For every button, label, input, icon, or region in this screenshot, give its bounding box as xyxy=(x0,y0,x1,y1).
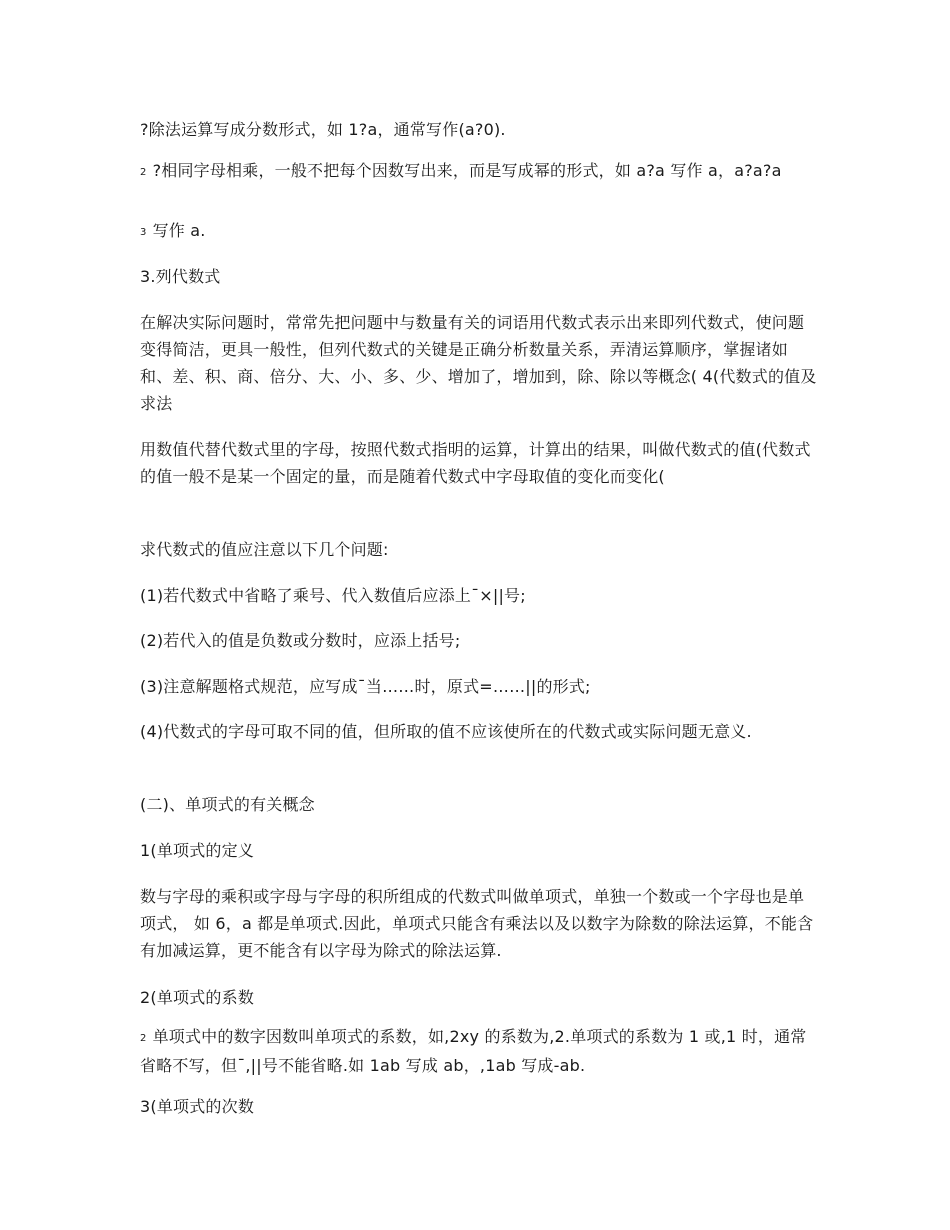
text-line xyxy=(140,536,820,563)
paragraph-text: 在解决实际问题时，常常先把问题中与数量有关的词语用代数式表示出来即列代数式，使问题变得简洁，更具一般性，但列代数式的关键是正确分析数量关系，弄清运算顺序，掌握诸如和、差、积、商、倍分、大、小、多、少、增加了，增加到，除、除以等概念( 4(代数式的值及求法 xyxy=(140,313,817,413)
text-line xyxy=(140,116,820,143)
line-text: (2)若代入的值是负数或分数时，应添上括号; xyxy=(140,631,461,650)
section-heading xyxy=(140,791,820,818)
list-item xyxy=(140,627,820,654)
line-text: 写作 a. xyxy=(152,221,206,240)
superscript-marker: 2 xyxy=(140,1033,147,1044)
line-text: (二)、单项式的有关概念 xyxy=(140,795,315,814)
list-item xyxy=(140,582,820,609)
paragraph-text: 用数值代替代数式里的字母，按照代数式指明的运算，计算出的结果，叫做代数式的值(代数式的值一般不是某一个固定的量，而是随着代数式中字母取值的变化而变化( xyxy=(140,440,811,486)
subsection-heading xyxy=(140,984,820,1011)
line-text: ?除法运算写成分数形式，如 1?a，通常写作(a?0). xyxy=(140,120,506,139)
list-item xyxy=(140,673,820,700)
line-text: 求代数式的值应注意以下几个问题: xyxy=(140,540,389,559)
section-heading xyxy=(140,263,820,290)
list-item xyxy=(140,718,820,745)
superscript-marker: 2 xyxy=(140,167,147,178)
text-paragraph xyxy=(140,309,820,417)
text-paragraph xyxy=(140,883,820,964)
paragraph-text: (4)代数式的字母可取不同的值，但所取的值不应该使所在的代数式或实际问题无意义. xyxy=(140,722,752,741)
paragraph-text: ?相同字母相乘，一般不把每个因数写出来，而是写成幂的形式，如 a?a 写作 a，a?a?a xyxy=(152,161,782,180)
line-text: (3)注意解题格式规范，应写成¯当……时，原式=……||的形式; xyxy=(140,677,591,696)
text-paragraph xyxy=(140,436,820,490)
line-text: (1)若代数式中省略了乘号、代入数值后应添上¯×||号; xyxy=(140,586,526,605)
line-text: 1(单项式的定义 xyxy=(140,841,255,860)
line-text: 3(单项式的次数 xyxy=(140,1097,255,1116)
paragraph-text: 单项式中的数字因数叫单项式的系数，如,2xy 的系数为,2.单项式的系数为 1 或,1 时，通常省略不写，但¯,||号不能省略.如 1ab 写成 ab，,1ab 写成-ab. xyxy=(140,1027,807,1075)
paragraph-text: 数与字母的乘积或字母与字母的积所组成的代数式叫做单项式，单独一个数或一个字母也是单项式， 如 6，a 都是单项式.因此，单项式只能含有乘法以及以数字为除数的除法运算，不能含有加减运算，更不能含有以字母为除式的除法运算. xyxy=(140,887,814,960)
text-line xyxy=(140,217,820,246)
text-paragraph xyxy=(140,1023,820,1079)
subsection-heading xyxy=(140,1093,820,1120)
text-paragraph xyxy=(140,157,820,186)
line-text: 2(单项式的系数 xyxy=(140,988,255,1007)
line-text: 3.列代数式 xyxy=(140,267,221,286)
subsection-heading xyxy=(140,837,820,864)
superscript-marker: 3 xyxy=(140,227,147,238)
